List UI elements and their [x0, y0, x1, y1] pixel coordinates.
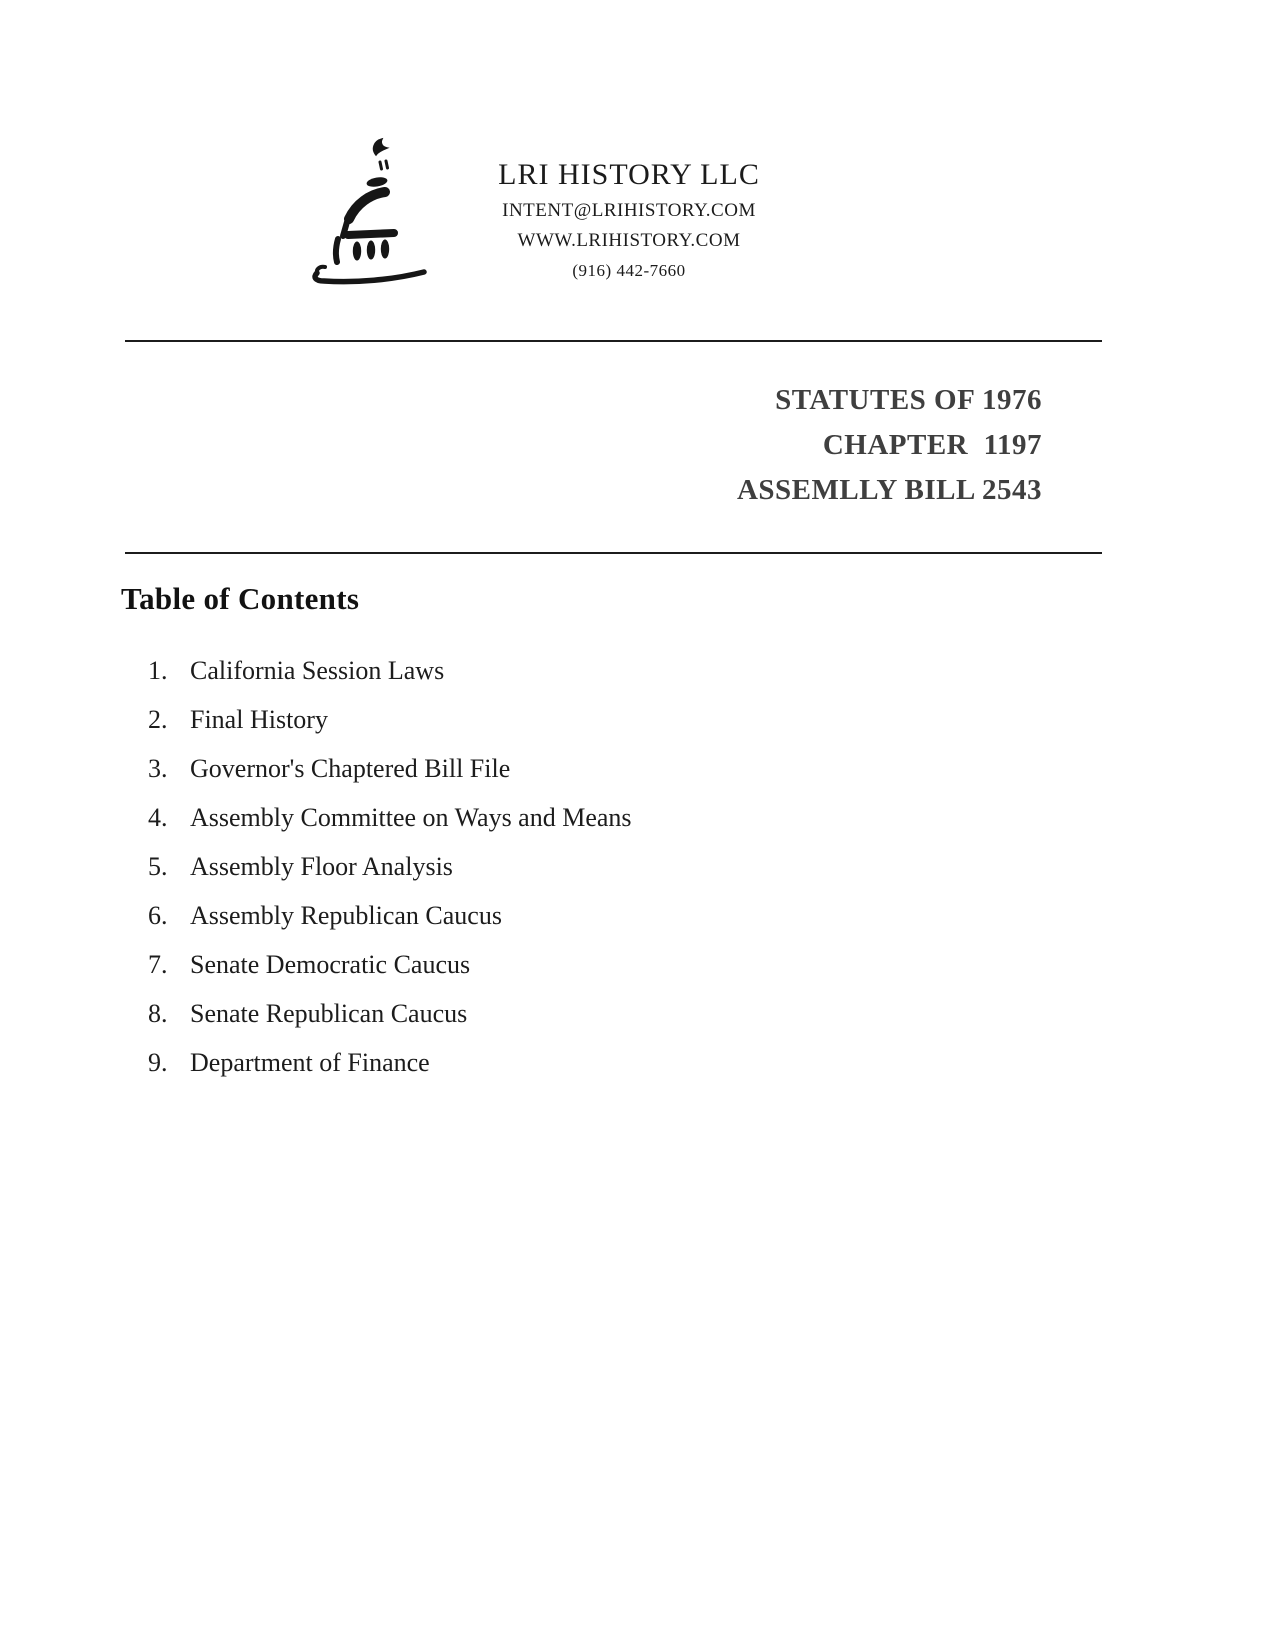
- toc-item-label: California Session Laws: [190, 656, 445, 685]
- toc-item: [148, 706, 632, 734]
- toc-item-label: Governor's Chaptered Bill File: [190, 754, 511, 783]
- statute-reference-block: [737, 378, 1042, 513]
- toc-item-number: 6.: [148, 901, 168, 930]
- toc-item-label: Senate Democratic Caucus: [190, 950, 471, 979]
- toc-item: [148, 804, 632, 832]
- statutes-line: STATUTES OF 1976: [775, 384, 1042, 416]
- company-logo: [296, 130, 444, 290]
- company-contact-block: [459, 158, 799, 281]
- toc-item-number: 2.: [148, 705, 168, 734]
- toc-item-number: 3.: [148, 754, 168, 783]
- toc-item: [148, 1049, 632, 1077]
- toc-item: [148, 853, 632, 881]
- toc-item-label: Final History: [190, 705, 328, 734]
- toc-item-label: Department of Finance: [190, 1048, 430, 1077]
- toc-list: [148, 657, 632, 1098]
- capitol-dome-icon: [296, 130, 444, 290]
- toc-item-number: 9.: [148, 1048, 168, 1077]
- toc-item-number: 7.: [148, 950, 168, 979]
- toc-item-label: Senate Republican Caucus: [190, 999, 468, 1028]
- company-email: INTENT@LRIHISTORY.COM: [502, 200, 756, 221]
- assembly-bill-line: ASSEMLLY BILL 2543: [736, 474, 1042, 506]
- toc-item-label: Assembly Floor Analysis: [190, 852, 453, 881]
- company-name: LRI HISTORY LLC: [498, 158, 760, 191]
- toc-item-number: 8.: [148, 999, 168, 1028]
- header-divider: [125, 340, 1102, 342]
- toc-item: [148, 951, 632, 979]
- reference-divider: [125, 552, 1102, 554]
- toc-item: [148, 1000, 632, 1028]
- toc-item-number: 4.: [148, 803, 168, 832]
- toc-item: [148, 755, 632, 783]
- toc-item-label: Assembly Republican Caucus: [190, 901, 502, 930]
- toc-item-label: Assembly Committee on Ways and Means: [190, 803, 632, 832]
- toc-item: [148, 657, 632, 685]
- toc-item-number: 5.: [148, 852, 168, 881]
- toc-item: [148, 902, 632, 930]
- company-website: WWW.LRIHISTORY.COM: [517, 230, 741, 251]
- company-phone: (916) 442-7660: [572, 261, 686, 280]
- chapter-line: CHAPTER 1197: [822, 429, 1042, 461]
- toc-title: Table of Contents: [121, 581, 360, 616]
- toc-item-number: 1.: [148, 656, 168, 685]
